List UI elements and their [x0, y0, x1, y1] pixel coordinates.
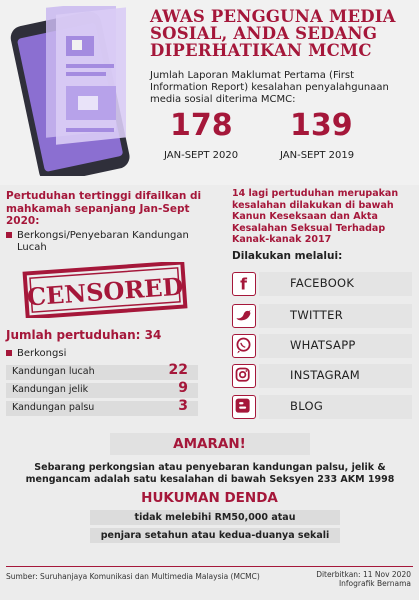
- share-label: [6, 348, 66, 359]
- bullet-icon: [6, 232, 12, 238]
- other-line: Kesalahan Seksual Terhadap: [232, 222, 386, 234]
- published-date: Diterbitkan: 11 Nov 2020: [316, 570, 411, 579]
- headline-line: AWAS PENGGUNA MEDIA: [150, 7, 396, 26]
- report-intro: [150, 70, 415, 106]
- instagram-icon: [232, 364, 256, 388]
- charge-value: 22: [168, 362, 188, 378]
- twitter-icon: [232, 304, 256, 328]
- other-line: 14 lagi pertuduhan merupakan: [232, 188, 399, 199]
- stat-value-2020: 178: [170, 108, 233, 143]
- charge-label: Kandungan lucah: [12, 366, 95, 377]
- warning-line: mengancam adalah satu kesalahan di bawah Seksyen 233 AKM 1998: [25, 474, 395, 485]
- share-label-text: Berkongsi: [17, 348, 67, 359]
- intro-line: Jumlah Laporan Maklumat Pertama (First: [150, 70, 354, 81]
- item-line: Lucah: [17, 242, 47, 253]
- other-line: Kanun Keseksaan dan Akta: [232, 211, 378, 222]
- platform-twitter: [232, 304, 412, 328]
- platform-name: TWITTER: [290, 308, 343, 322]
- intro-line: media sosial diterima MCMC:: [150, 94, 296, 105]
- other-line: kesalahan dilakukan di bawah: [232, 199, 394, 211]
- platform-name: BLOG: [290, 399, 324, 413]
- penalty-row: tidak melebihi RM50,000 atau: [90, 510, 340, 525]
- warning-line: Sebarang perkongsian atau penyebaran kandungan palsu, jelik &: [34, 462, 386, 473]
- via-title: Dilakukan melalui:: [232, 250, 343, 262]
- charge-value: 3: [178, 398, 188, 414]
- censored-stamp: [20, 262, 190, 318]
- footer-divider: [6, 566, 413, 567]
- other-line: Kanak-kanak 2017: [232, 234, 332, 245]
- platform-name: WHATSAPP: [290, 338, 356, 352]
- platform-name: FACEBOOK: [290, 276, 355, 290]
- charge-row: [6, 362, 198, 380]
- blogger-icon: [232, 395, 256, 419]
- stat-period-2019: JAN-SEPT 2019: [280, 150, 355, 161]
- total-charges: Jumlah pertuduhan: 34: [6, 328, 162, 342]
- highest-charge-item: [6, 230, 206, 254]
- warning-text: [10, 462, 410, 486]
- stat-period-2020: JAN-SEPT 2020: [164, 150, 239, 161]
- platform-name: INSTAGRAM: [290, 368, 361, 382]
- whatsapp-icon: [232, 334, 256, 358]
- charge-row: [6, 380, 198, 398]
- warning-title: AMARAN!: [173, 436, 246, 452]
- published-info: [316, 570, 411, 588]
- stamp-text: CENSORED: [25, 271, 185, 312]
- platform-whatsapp: [232, 334, 412, 358]
- svg-text:f: f: [240, 274, 247, 294]
- headline-line: SOSIAL, ANDA SEDANG: [150, 24, 378, 43]
- phone-illustration: [6, 6, 146, 176]
- charge-value: 9: [178, 380, 188, 396]
- headline-line: DIPERHATIKAN MCMC: [150, 41, 372, 60]
- charge-row: [6, 398, 198, 416]
- penalty-title: HUKUMAN DENDA: [141, 490, 278, 506]
- charge-label: Kandungan palsu: [12, 402, 95, 413]
- source-credit: Sumber: Suruhanjaya Komunikasi dan Multimedia Malaysia (MCMC): [6, 572, 260, 581]
- headline: [150, 8, 415, 59]
- title-line: mahkamah sepanjang Jan-Sept: [6, 202, 190, 215]
- highest-charge-title: [6, 190, 206, 228]
- title-line: Pertuduhan tertinggi difailkan di: [6, 190, 202, 202]
- platform-blog: [232, 395, 412, 419]
- penalty-row: penjara setahun atau kedua-duanya sekali: [90, 528, 340, 543]
- publisher-name: Infografik Bernama: [338, 579, 411, 588]
- platform-bar: [259, 395, 412, 419]
- item-line: Berkongsi/Penyebaran Kandungan: [17, 230, 189, 241]
- intro-line: Information Report) kesalahan penyalahgunaan: [150, 82, 389, 93]
- title-line: 2020:: [6, 215, 40, 227]
- platform-facebook: [232, 272, 412, 296]
- facebook-icon: [232, 272, 256, 296]
- charge-label: Kandungan jelik: [12, 384, 89, 395]
- other-charges-text: [232, 188, 412, 246]
- stat-value-2019: 139: [290, 108, 353, 143]
- bullet-icon: [6, 350, 12, 356]
- platform-instagram: [232, 364, 412, 388]
